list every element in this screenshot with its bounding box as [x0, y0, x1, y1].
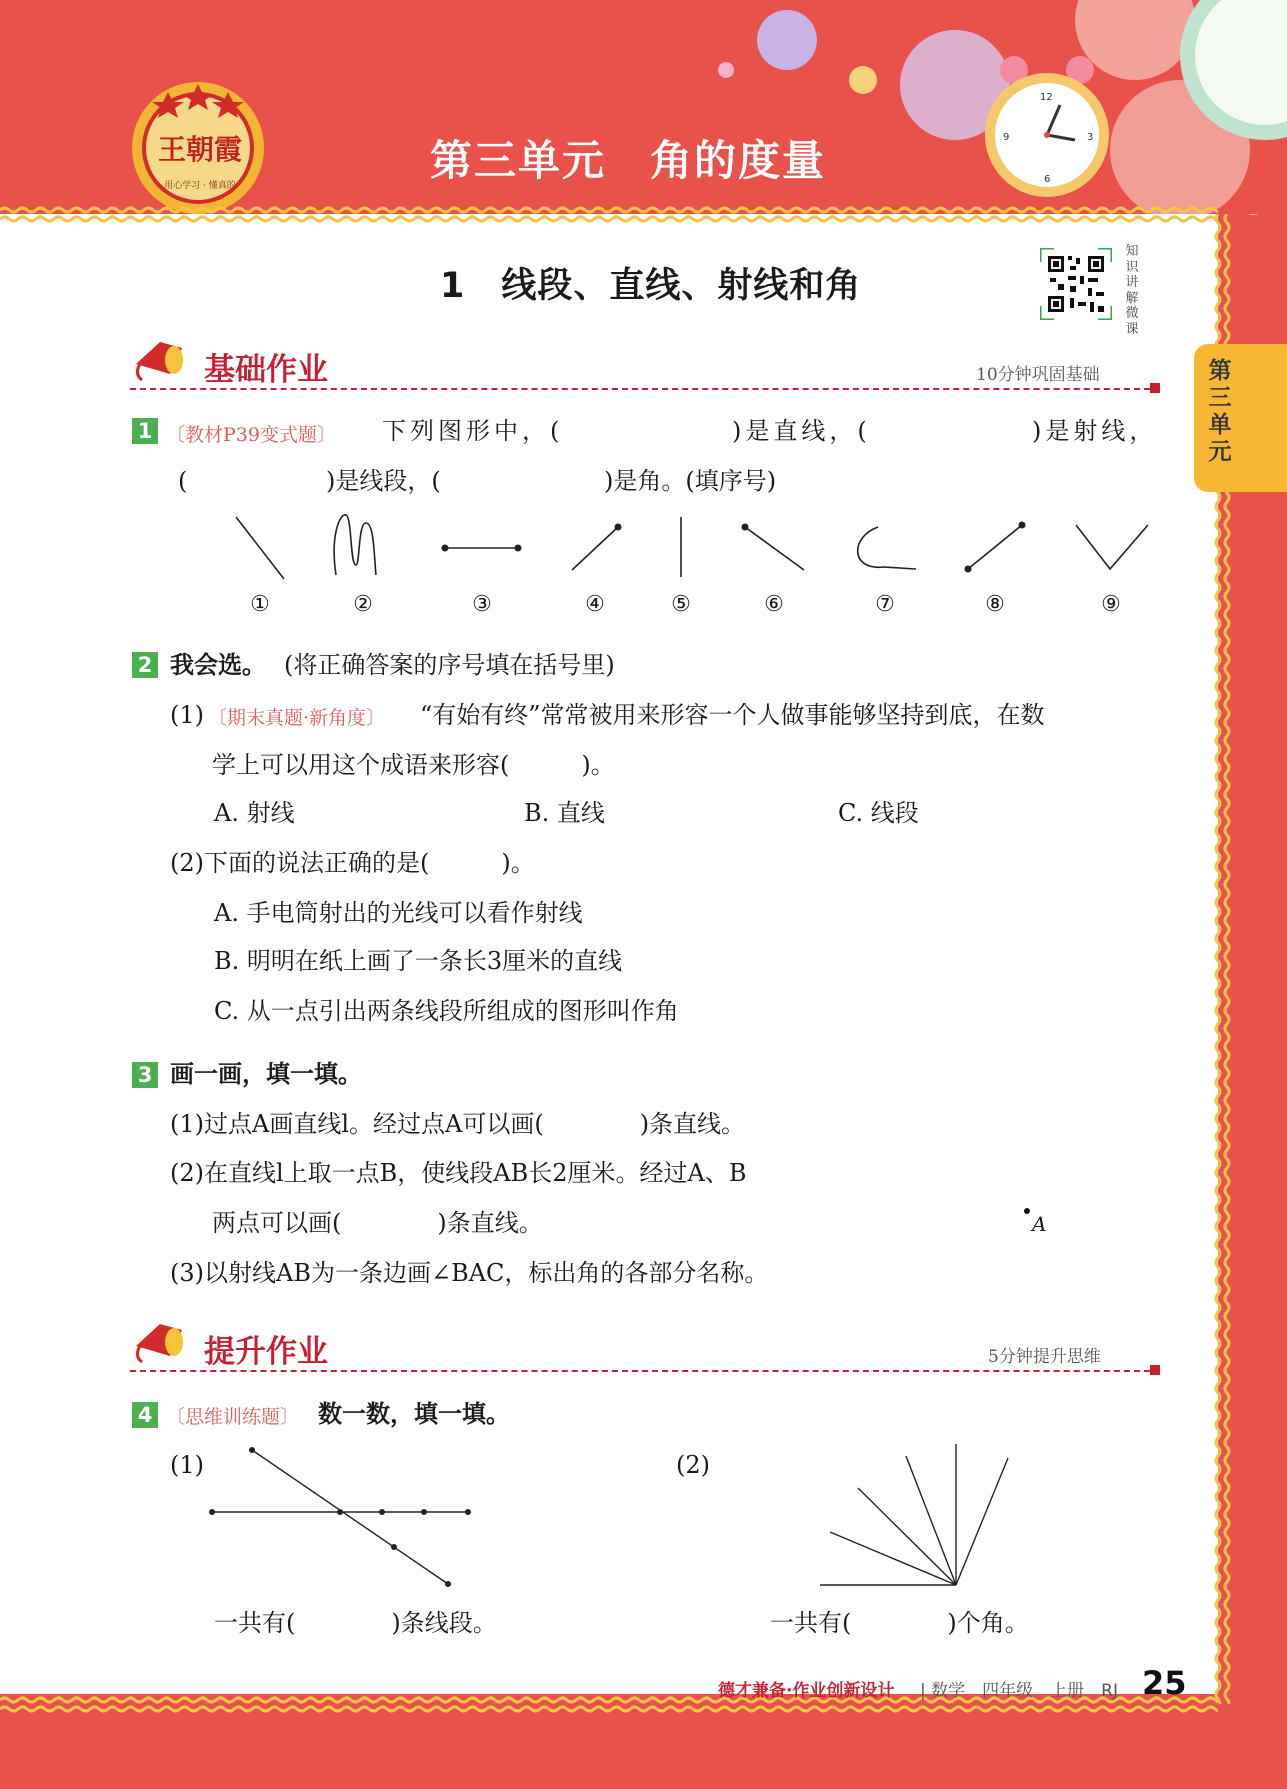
q3-line2: (2)在直线l上取一点B，使线段AB长2厘米。经过A、B	[170, 1159, 747, 1187]
svg-text:9: 9	[1003, 132, 1010, 143]
q2-sub1-line2: 学上可以用这个成语来形容( )。	[212, 751, 615, 779]
q4-figure-segments	[200, 1440, 480, 1590]
q3-line1: (1)过点A画直线l。经过点A可以画( )条直线。	[170, 1110, 746, 1138]
q4-figure-angles	[810, 1440, 1030, 1590]
figure-label-7: ⑦	[875, 592, 895, 617]
q4-answer1: 一共有( )条线段。	[214, 1609, 497, 1637]
figure-2-curve	[334, 515, 376, 575]
section-divider-advanced	[130, 1370, 1150, 1372]
decor-circle-pink	[718, 62, 734, 78]
figure-label-4: ④	[585, 592, 605, 617]
q2-sub2-option-b: B. 明明在纸上画了一条长3厘米的直线	[214, 947, 623, 975]
q2-sub1-option-b: B. 直线	[524, 799, 605, 827]
question-number-4: 4	[132, 1402, 158, 1428]
figure-label-9: ⑨	[1101, 592, 1121, 617]
decor-dot-yellow	[1237, 214, 1269, 215]
svg-text:3: 3	[1087, 132, 1094, 143]
q1-text-2c: )是角。(填序号)	[604, 467, 777, 495]
q1-text-1a: 下列图形中，(	[382, 417, 564, 445]
q2-sub2-option-c: C. 从一点引出两条线段所组成的图形叫作角	[214, 997, 679, 1025]
q2-sub2-line: (2)下面的说法正确的是( )。	[170, 849, 535, 877]
svg-text:6: 6	[1044, 174, 1051, 185]
q2-title: 我会选。	[170, 651, 266, 679]
section-title-basic: 基础作业	[204, 352, 328, 388]
q1-figures	[200, 505, 1180, 585]
section-divider-basic	[130, 388, 1150, 390]
figure-1-straight-line	[236, 517, 284, 579]
trumpet-icon	[130, 1316, 190, 1364]
alarm-clock-icon	[985, 56, 1109, 197]
section-title-advanced: 提升作业	[204, 1334, 328, 1370]
question-number-3: 3	[132, 1062, 158, 1088]
q4-title: 数一数，填一填。	[318, 1400, 510, 1428]
q4-answer2: 一共有( )个角。	[770, 1609, 1029, 1637]
logo-subtitle: 用心学习 · 懂真的	[164, 181, 236, 191]
q4-tag: 〔思维训练题〕	[166, 1406, 300, 1428]
figure-6-ray	[745, 527, 804, 570]
figure-label-1: ①	[250, 592, 270, 617]
figure-label-5: ⑤	[671, 592, 691, 617]
divider-end-marker	[1150, 1365, 1160, 1375]
q3-line4: (3)以射线AB为一条边画∠BAC，标出角的各部分名称。	[170, 1259, 769, 1287]
paper-wave-border-top	[0, 200, 1218, 230]
figure-7-curve	[858, 527, 916, 569]
decor-circle-yellow	[849, 66, 877, 94]
figure-9-angle	[1076, 525, 1148, 569]
logo-text: 王朝霞	[157, 133, 242, 166]
section-hint-basic: 10分钟巩固基础	[976, 365, 1100, 385]
figure-label-8: ⑧	[985, 592, 1005, 617]
page-number: 25	[1142, 1664, 1187, 1702]
figure-8-segment	[968, 525, 1022, 569]
q2-sub1-line1: “有始有终”常常被用来形容一个人做事能够坚持到底，在数	[420, 701, 1045, 729]
q2-sub1-option-c: C. 线段	[838, 799, 919, 827]
q4-sub1-label: (1)	[170, 1451, 204, 1479]
q3-line3: 两点可以画( )条直线。	[212, 1209, 543, 1237]
decor-circle-purple	[757, 10, 817, 70]
q1-text-1b: )是直线，(	[732, 417, 871, 445]
lesson-title: 1 线段、直线、射线和角	[440, 266, 862, 306]
q4-sub2-label: (2)	[676, 1451, 710, 1479]
qr-code-icon[interactable]	[1040, 248, 1112, 320]
svg-text:12: 12	[1040, 92, 1053, 103]
qr-label: 知识讲解微课	[1125, 244, 1139, 337]
q2-sub1-prefix: (1)	[170, 701, 204, 729]
q1-text-2a: (	[178, 467, 188, 495]
point-a-label: A	[1032, 1212, 1047, 1236]
q2-sub1-option-a: A. 射线	[214, 799, 295, 827]
figure-label-6: ⑥	[764, 592, 784, 617]
section-hint-advanced: 5分钟提升思维	[988, 1347, 1101, 1367]
q3-title: 画一画，填一填。	[170, 1060, 362, 1088]
footer-info: | 数学 四年级 上册 RJ	[920, 1681, 1118, 1701]
q1-text-2b: )是线段，(	[326, 467, 441, 495]
q1-tag: 〔教材P39变式题〕	[166, 424, 336, 446]
q2-title-note: (将正确答案的序号填在括号里)	[284, 651, 615, 679]
figure-4-ray	[572, 527, 618, 570]
q1-text-1c: )是射线，	[1032, 417, 1158, 445]
trumpet-icon	[130, 334, 190, 382]
unit-title: 第三单元 角的度量	[430, 136, 827, 185]
divider-end-marker	[1150, 383, 1160, 393]
figure-label-3: ③	[472, 592, 492, 617]
question-number-1: 1	[132, 418, 158, 444]
question-number-2: 2	[132, 652, 158, 678]
footer-brand: 德才兼备·作业创新设计	[718, 1681, 895, 1701]
figure-label-2: ②	[353, 592, 373, 617]
q2-sub1-tag: 〔期末真题·新角度〕	[208, 707, 386, 729]
q2-sub2-option-a: A. 手电筒射出的光线可以看作射线	[214, 899, 583, 927]
unit-side-tab-label: 第三单元	[1208, 358, 1232, 465]
